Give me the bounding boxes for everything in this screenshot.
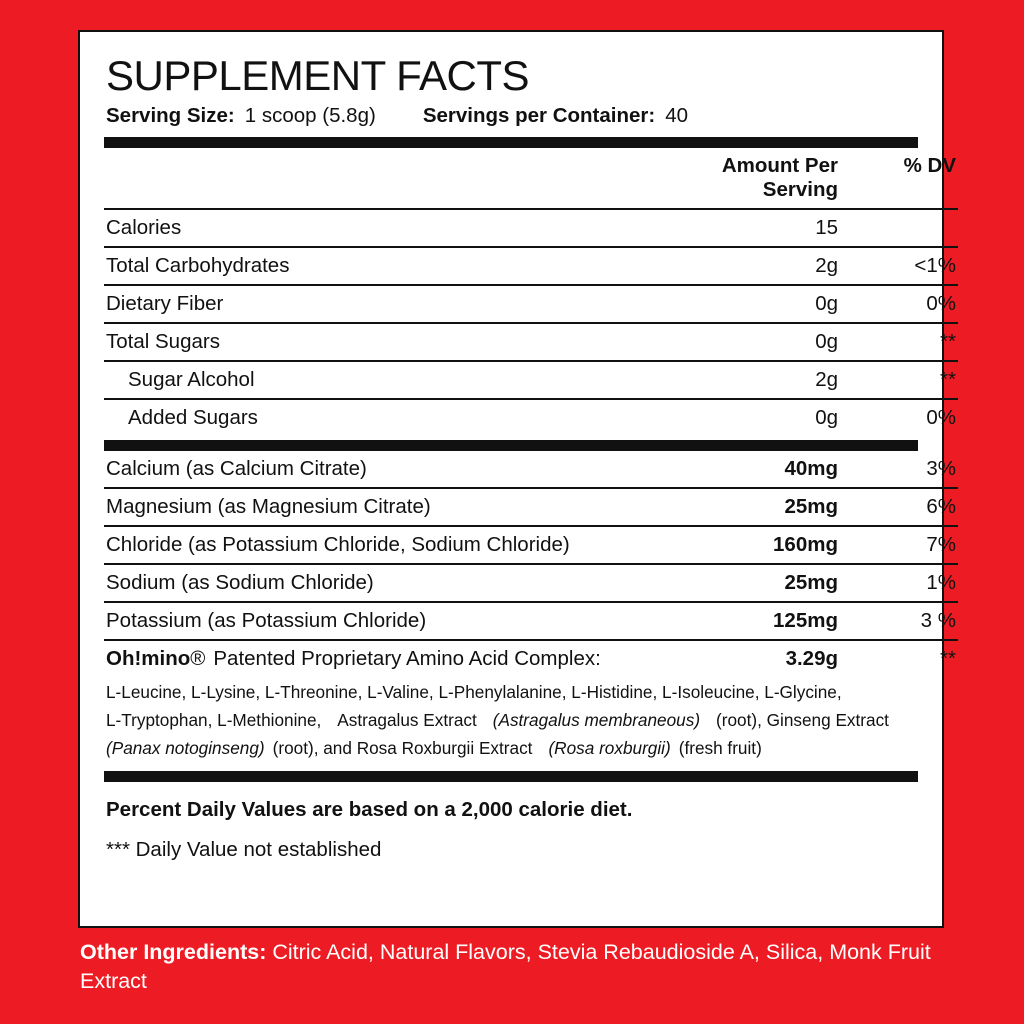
- nutrient-dv: 0%: [926, 406, 956, 430]
- mineral-name: Sodium (as Sodium Chloride): [104, 564, 658, 602]
- astragalus-extract: Astragalus Extract: [337, 709, 477, 730]
- servings-per-container-label: Servings per Container:: [422, 104, 656, 128]
- ginseng-extract: (root), Ginseng Extract: [716, 709, 889, 730]
- table-row: [104, 488, 958, 526]
- serving-size-value: 1 scoop (5.8g): [244, 104, 376, 128]
- blend-aminos-cont: L-Tryptophan, L-Methionine,: [106, 709, 322, 730]
- mineral-amount: 25mg: [658, 488, 856, 526]
- nutrient-name: Total Carbohydrates: [104, 247, 658, 285]
- header-blank: [104, 148, 658, 209]
- mineral-dv: 1%: [856, 564, 958, 602]
- page-title: SUPPLEMENT FACTS: [106, 52, 529, 99]
- mineral-dv: 3%: [856, 451, 958, 488]
- table-row: [104, 564, 958, 602]
- serving-info: [104, 104, 918, 128]
- other-ingredients-label: Other Ingredients:: [80, 940, 267, 964]
- blend-table: [104, 641, 958, 677]
- facts-table: [104, 148, 958, 436]
- mineral-name: Chloride (as Potassium Chloride, Sodium Chloride): [104, 526, 658, 564]
- mineral-name: Potassium (as Potassium Chloride): [104, 602, 658, 640]
- blend-ingredients-line-3: [106, 735, 916, 763]
- nutrient-dv: <1%: [856, 247, 958, 285]
- nutrient-name: Calories: [104, 209, 658, 247]
- mineral-dv: 7%: [856, 526, 958, 564]
- mineral-name: Magnesium (as Magnesium Citrate): [104, 488, 658, 526]
- astragalus-latin: (Astragalus membraneous): [492, 709, 701, 730]
- table-row: [104, 399, 958, 436]
- supplement-facts-panel: [78, 30, 956, 928]
- rosa-part: (fresh fruit): [678, 737, 762, 758]
- header-dv: % DV: [856, 148, 958, 209]
- servings-per-container-value: 40: [665, 104, 689, 128]
- nutrient-dv: 0%: [856, 285, 958, 323]
- blend-name: [104, 641, 658, 677]
- table-header-row: [104, 148, 958, 209]
- nutrient-name: Total Sugars: [104, 323, 658, 361]
- nutrient-amount: 0g: [658, 323, 856, 361]
- table-row: [104, 602, 958, 640]
- rosa-latin: (Rosa roxburgii): [548, 737, 671, 758]
- nutrient-dv: **: [856, 361, 958, 399]
- nutrient-name: Added Sugars: [128, 406, 258, 430]
- table-row: [104, 209, 958, 247]
- nutrient-amount: 0g: [658, 285, 856, 323]
- table-row: [104, 285, 958, 323]
- table-row: [104, 323, 958, 361]
- table-row: [104, 361, 958, 399]
- mineral-amount: 160mg: [658, 526, 856, 564]
- mineral-amount: 125mg: [658, 602, 856, 640]
- nutrient-amount: 2g: [658, 361, 856, 399]
- mineral-name: Calcium (as Calcium Citrate): [104, 451, 658, 488]
- blend-ingredients: [104, 677, 918, 769]
- blend-ingredients-line-2: [106, 707, 916, 735]
- mineral-dv: 6%: [856, 488, 958, 526]
- footnotes: [104, 782, 918, 862]
- footnote-dv-not-established: *** Daily Value not established: [106, 837, 382, 861]
- divider-thick-top: [104, 137, 918, 148]
- footnote-daily-values: Percent Daily Values are based on a 2,000 calorie diet.: [106, 797, 633, 821]
- mineral-amount: 40mg: [658, 451, 856, 488]
- proprietary-blend-row: [104, 641, 958, 677]
- table-row: [104, 526, 958, 564]
- minerals-table: [104, 451, 958, 641]
- blend-name-rest: Patented Proprietary Amino Acid Complex:: [213, 647, 601, 671]
- header-amount: Amount Per Serving: [658, 148, 856, 209]
- blend-dv: **: [940, 647, 956, 671]
- mineral-dv: 3 %: [856, 602, 958, 640]
- nutrient-name: Dietary Fiber: [104, 285, 658, 323]
- divider-thick-middle: [104, 440, 918, 451]
- panax-latin: (Panax notoginseng): [106, 737, 265, 758]
- nutrient-amount: 2g: [658, 247, 856, 285]
- serving-size-label: Serving Size:: [106, 104, 235, 128]
- blend-brand: Oh!mino: [106, 647, 191, 671]
- blend-ingredients-line-1: L-Leucine, L-Lysine, L-Threonine, L-Valine, L-Phenylalanine, L-Histidine, L-Isoleucine, L-Glycine,: [106, 682, 842, 703]
- nutrient-name: Sugar Alcohol: [104, 361, 658, 399]
- nutrient-dv: **: [856, 323, 958, 361]
- nutrient-amount: 0g: [815, 406, 838, 430]
- blend-amount: 3.29g: [785, 647, 838, 671]
- rosa-extract: (root), and Rosa Roxburgii Extract: [272, 737, 533, 758]
- registered-icon: ®: [190, 647, 206, 671]
- mineral-amount: 25mg: [658, 564, 856, 602]
- other-ingredients-value: Citric Acid, Natural Flavors, Stevia Rebaudioside A, Silica, Monk Fruit Extract: [80, 940, 931, 993]
- nutrient-amount: 15: [658, 209, 856, 247]
- other-ingredients: [80, 938, 960, 995]
- nutrient-dv: [856, 209, 958, 247]
- divider-thick-bottom: [104, 771, 918, 782]
- table-row: [104, 451, 958, 488]
- table-row: [104, 247, 958, 285]
